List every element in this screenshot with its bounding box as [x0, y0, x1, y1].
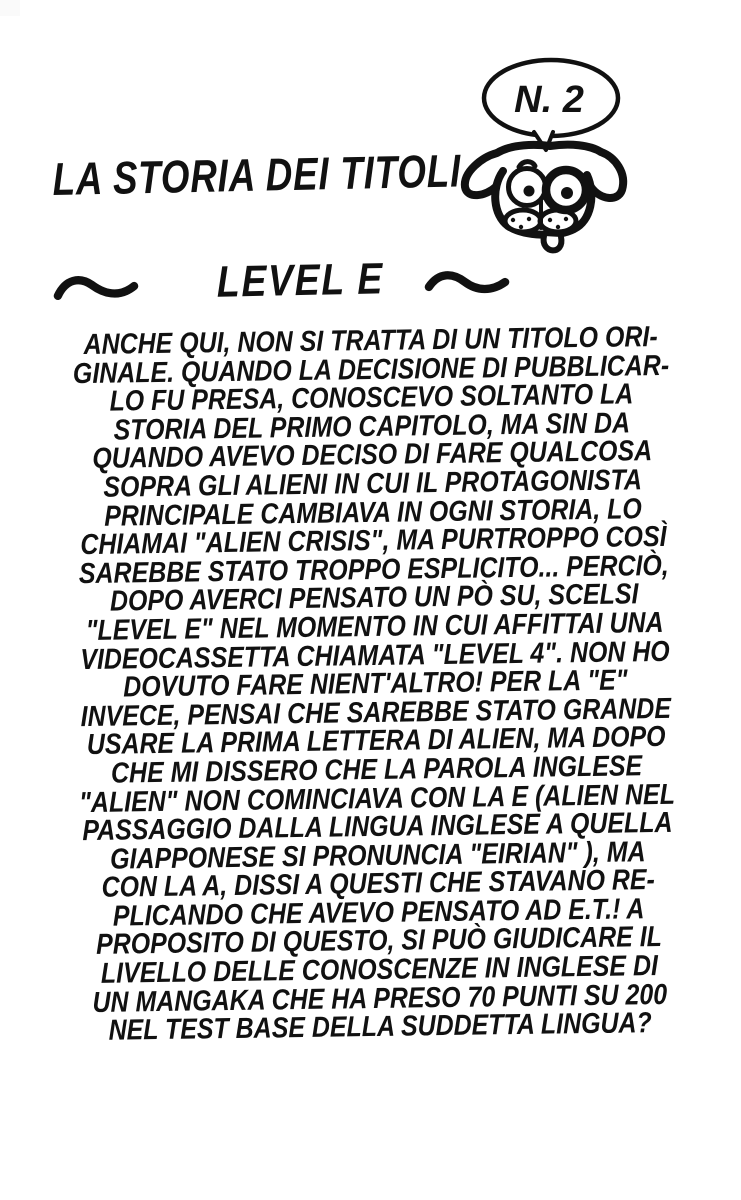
- text-line: "ALIEN" NON COMINCIAVA CON LA E (ALIEN NEL: [78, 778, 676, 819]
- dog-face-icon: [465, 145, 623, 251]
- speech-bubble: [484, 60, 618, 150]
- text-line: CON LA A, DISSI A QUESTI CHE STAVANO RE-: [101, 864, 656, 905]
- text-line: QUANDO AVEVO DECISO DI FARE QUALCOSA: [92, 435, 653, 476]
- text-line: INVECE, PENSAI CHE SAREBBE STATO GRANDE: [80, 692, 672, 733]
- text-line: ANCHE QUI, NON SI TRATTA DI UN TITOLO ORI-: [83, 320, 658, 361]
- text-line: PLICANDO CHE AVEVO PENSATO AD E.T.! A: [112, 893, 645, 933]
- text-line: CHE MI DISSERO CHE LA PAROLA INGLESE: [110, 750, 643, 790]
- text-line: LIVELLO DELLE CONOSCENZE IN INGLESE DI: [100, 950, 659, 990]
- text-line: GIAPPONESE SI PRONUNCIA "EIRIAN" ), MA: [109, 835, 646, 876]
- text-line: CHIAMAI "ALIEN CRISIS", MA PURTROPPO COSÌ: [80, 521, 667, 562]
- text-line: NEL TEST BASE DELLA SUDDETTA LINGUA?: [108, 1007, 652, 1047]
- text-line: GINALE. QUANDO LA DECISIONE DI PUBBLICAR-: [72, 349, 670, 390]
- text-line: PRINCIPALE CAMBIAVA IN OGNI STORIA, LO: [104, 492, 643, 533]
- text-line: LO FU PRESA, CONOSCEVO SOLTANTO LA: [109, 378, 634, 418]
- page-title: LA STORIA DEI TITOLI: [52, 144, 462, 205]
- text-line: USARE LA PRIMA LETTERA DI ALIEN, MA DOPO: [86, 721, 666, 762]
- text-line: SOPRA GLI ALIENI IN CUI IL PROTAGONISTA: [103, 464, 643, 504]
- text-line: DOPO AVERCI PENSATO UN PÒ SU, SCELSI: [109, 578, 639, 618]
- badge-number: N. 2: [514, 79, 584, 121]
- tilde-squiggle-left-icon: [53, 273, 139, 305]
- scan-corner-artifact: [0, 0, 20, 16]
- tilde-squiggle-right-icon: [424, 268, 510, 300]
- dog-mascot-illustration: [440, 40, 640, 260]
- text-line: UN MANGAKA CHE HA PRESO 70 PUNTI SU 200: [92, 978, 668, 1019]
- text-line: "LEVEL E" NEL MOMENTO IN CUI AFFITTAI UNA: [85, 606, 664, 647]
- text-line: PROPOSITO DI QUESTO, SI PUÒ GIUDICARE IL: [95, 921, 663, 962]
- text-line: SAREBBE STATO TROPPO ESPLICITO... PERCIÒ,: [78, 549, 669, 590]
- body-text-block: [52, 320, 699, 1047]
- text-line: DOVUTO FARE NIENT'ALTRO! PER LA "E": [123, 664, 628, 704]
- section-heading: LEVEL E: [216, 254, 385, 307]
- text-line: VIDEOCASSETTA CHIAMATA "LEVEL 4". NON HO: [80, 635, 670, 676]
- text-line: PASSAGGIO DALLA LINGUA INGLESE A QUELLA: [82, 806, 673, 848]
- text-line: STORIA DEL PRIMO CAPITOLO, MA SIN DA: [113, 407, 631, 447]
